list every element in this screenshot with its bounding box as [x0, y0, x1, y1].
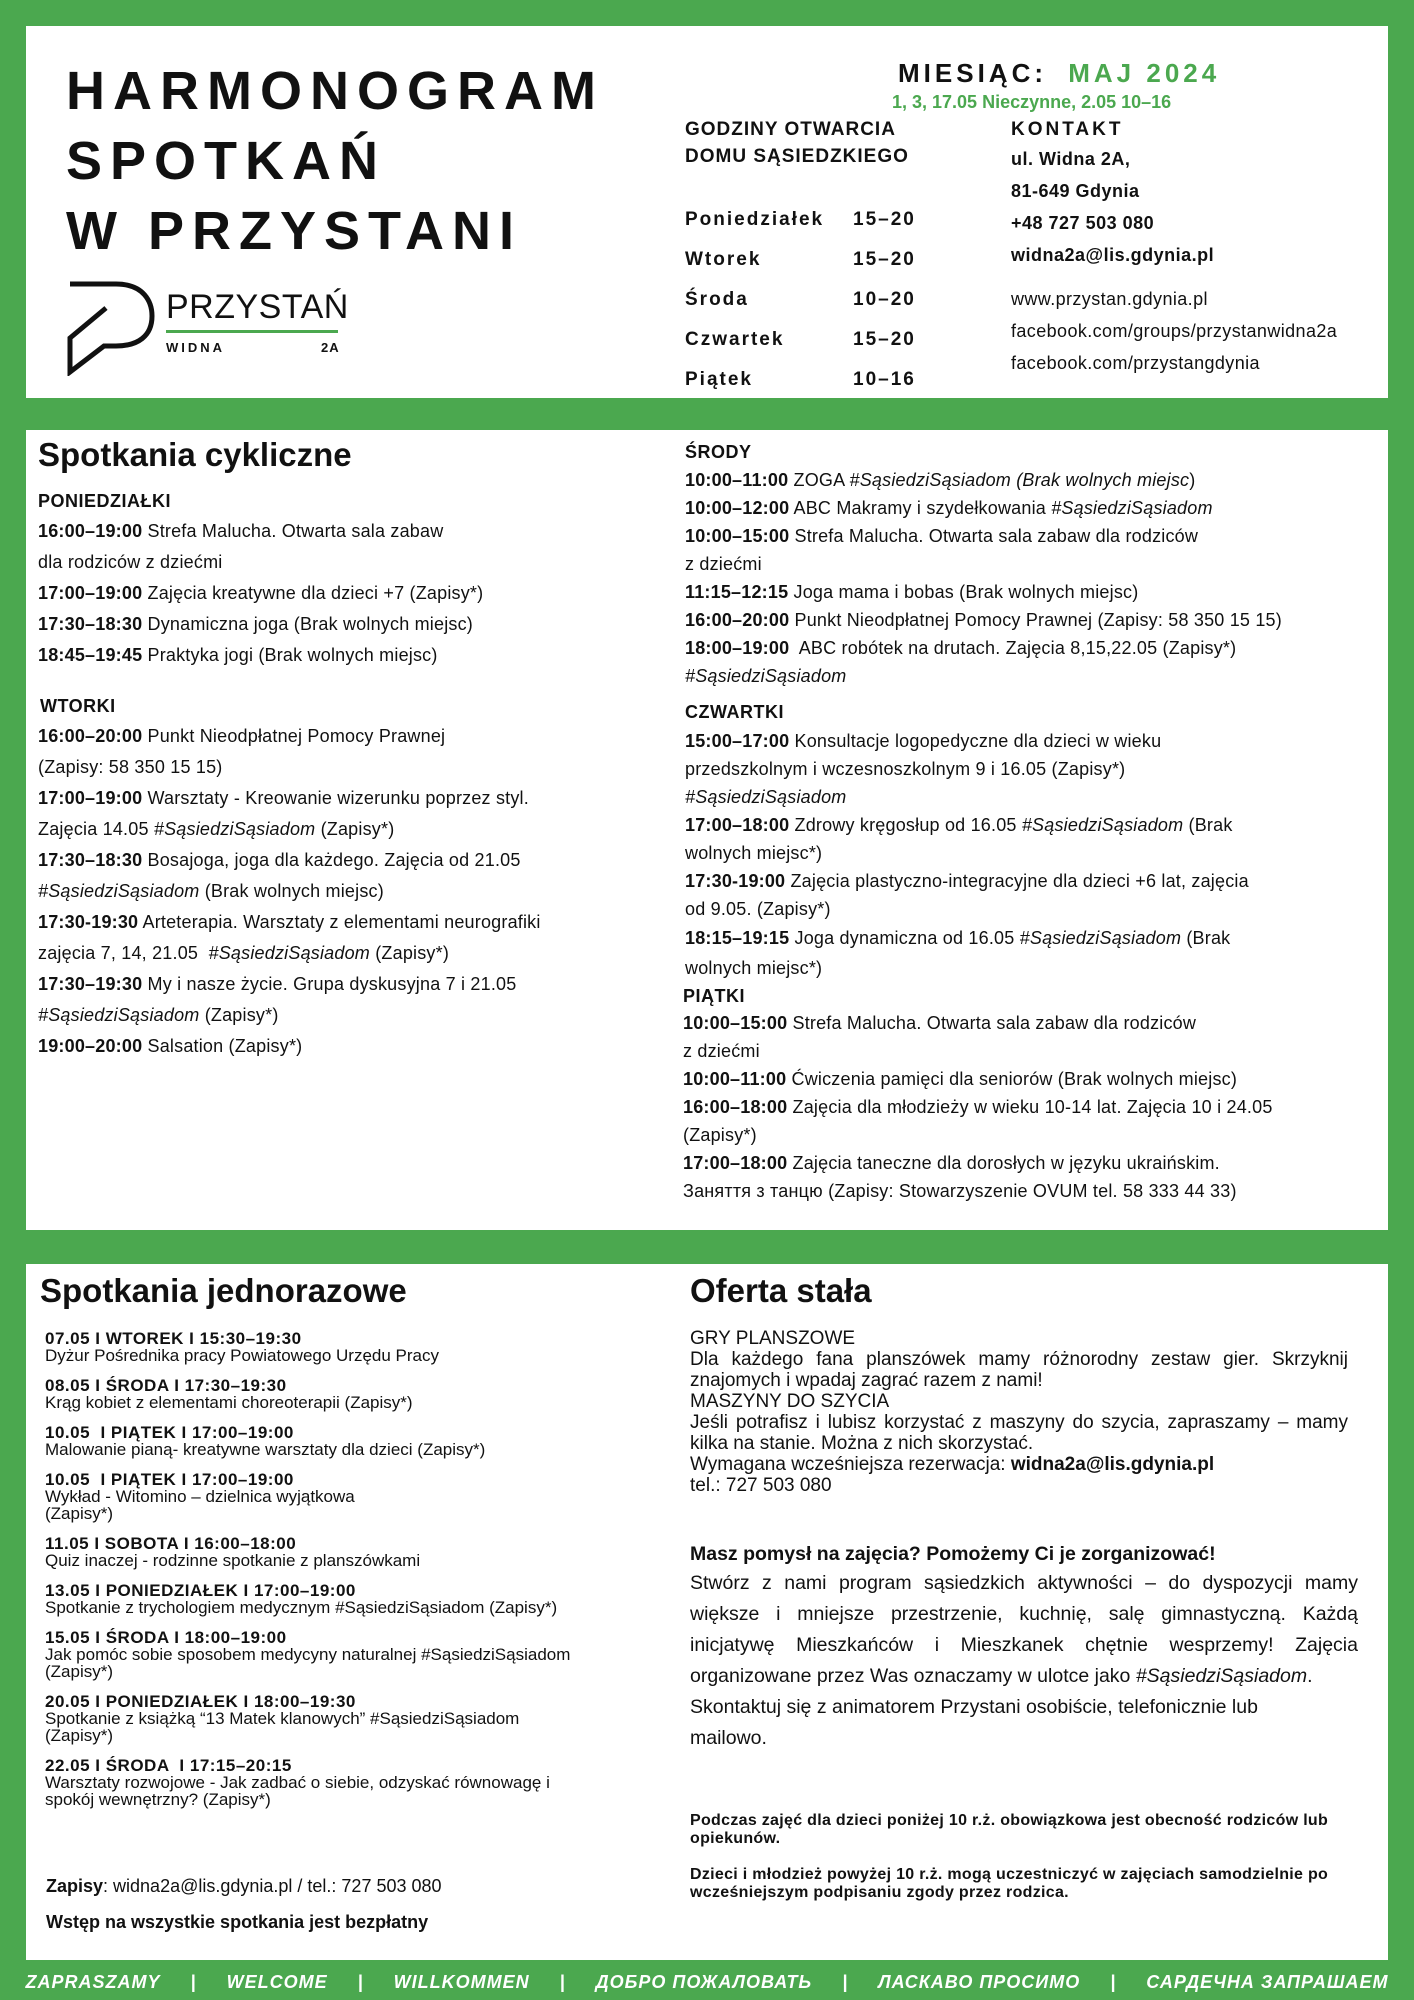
hours-day: Czwartek [685, 329, 785, 350]
contact-email[interactable]: widna2a@lis.gdynia.pl [1011, 245, 1215, 265]
schedule-entry [685, 578, 1385, 606]
schedule-entry [685, 606, 1385, 634]
entry-time: 10:00–15:00 [683, 1013, 788, 1033]
onetime-title-text: Spotkania jednorazowe [40, 1272, 407, 1309]
schedule-entry [38, 1031, 678, 1062]
contact-city: 81-649 Gdynia [1011, 181, 1140, 201]
games-text: Dla każdego fana planszówek mamy różnorodny zestaw gier. Skrzyknij znajomych i wpadaj zagrać razem z nami! [690, 1349, 1348, 1391]
entry-text: zajęcia 7, 14, 21.05 [38, 943, 209, 963]
entry-text: My i nasze życie. Grupa dyskusyjna 7 i 21.05 [142, 974, 517, 994]
entry-text: Bosajoga, joga dla każdego. Zajęcia od 21.05 [142, 850, 521, 870]
entry-text: Zajęcia kreatywne dla dzieci +7 (Zapisy*) [142, 583, 484, 603]
cyclic-title-text: Spotkania cykliczne [38, 436, 352, 473]
reservation-line [690, 1454, 1348, 1475]
onetime-event [45, 1693, 705, 1744]
schedule-entry [685, 522, 1385, 550]
schedule-entry [685, 839, 1385, 867]
cyclic-panel [26, 430, 1388, 1230]
hours-title-1: GODZINY OTWARCIA [685, 119, 896, 140]
website-link[interactable]: www.przystan.gdynia.pl [1011, 289, 1208, 309]
onetime-event [45, 1424, 705, 1458]
idea-text-end: . [1307, 1665, 1313, 1687]
title-line-2: SPOTKAŃ [66, 131, 387, 191]
event-date-time: 20.05 I PONIEDZIAŁEK I 18:00–19:30 [45, 1692, 356, 1711]
schedule-entry [38, 876, 678, 907]
entry-text: Strefa Malucha. Otwarta sala zabaw dla rodziców [787, 1013, 1197, 1033]
entry-text: Punkt Nieodpłatnej Pomocy Prawnej [142, 726, 446, 746]
entry-text: Joga dynamiczna od 16.05 [789, 928, 1020, 948]
entry-text: z dziećmi [685, 554, 762, 574]
wednesday-list [685, 466, 1385, 690]
entry-text-tail: (Zapisy*) [199, 1005, 279, 1025]
entry-text: Zajęcia plastyczno-integracyjne dla dzieci +6 lat, zajęcia [785, 871, 1249, 891]
logo-name: PRZYSTAŃ [166, 288, 349, 326]
welcome-ru: ДОБРО ПОЖАЛОВАТЬ [595, 1971, 813, 1992]
monday-heading: PONIEDZIAŁKI [38, 491, 172, 511]
logo-sub-right: 2A [321, 340, 340, 355]
event-description: Warsztaty rozwojowe - Jak zadbać o siebie, odzyskać równowagę i [45, 1773, 550, 1792]
entry-text: (Zapisy*) [683, 1125, 757, 1145]
schedule-entry [685, 783, 1385, 811]
hours-time: 15–20 [853, 329, 916, 350]
onetime-list [45, 1330, 705, 1821]
entry-time: 18:00–19:00 [685, 638, 790, 658]
schedule-entry [38, 845, 678, 876]
entry-tag: #SąsiedziSąsiadom [153, 819, 316, 839]
entry-text-tail: (Zapisy*) [315, 819, 395, 839]
monday-list [38, 516, 678, 671]
facebook-page-link[interactable]: facebook.com/przystangdynia [1011, 353, 1260, 373]
entry-time: 15:00–17:00 [685, 731, 790, 751]
entry-text: ABC Makramy i szydełkowania [789, 498, 1052, 518]
month-label: MIESIĄC: [898, 58, 1047, 88]
mon-tue-column [38, 486, 678, 1062]
friday-list [683, 1009, 1385, 1205]
entry-text: (Zapisy: 58 350 15 15) [38, 757, 223, 777]
event-description: Dyżur Pośrednika pracy Powiatowego Urzędu Pracy [45, 1346, 440, 1365]
schedule-entry [685, 755, 1385, 783]
entry-time: 16:00–20:00 [685, 610, 790, 630]
event-description: Wykład - Witomino – dzielnica wyjątkowa [45, 1487, 355, 1506]
welcome-be: САРДЕЧНА ЗАПРАШАЕМ [1146, 1971, 1389, 1992]
event-date-time: 22.05 I ŚRODA I 17:15–20:15 [45, 1756, 292, 1775]
reservation-phone[interactable]: tel.: 727 503 080 [690, 1475, 832, 1496]
welcome-uk: ЛАСКАВО ПРОСИМО [878, 1971, 1081, 1992]
schedule-entry [38, 578, 678, 609]
hours-day: Wtorek [685, 249, 762, 270]
entry-time: 11:15–12:15 [685, 582, 789, 602]
event-date-time: 13.05 I PONIEDZIAŁEK I 17:00–19:00 [45, 1581, 356, 1600]
event-description: Jak pomóc sobie sposobem medycyny naturalnej #SąsiedziSąsiadom [45, 1645, 571, 1664]
games-heading: GRY PLANSZOWE [690, 1328, 856, 1349]
event-date-time: 11.05 I SOBOTA I 16:00–18:00 [45, 1534, 297, 1553]
contact-title: KONTAKT [1011, 119, 1124, 140]
entry-time: 10:00–12:00 [685, 498, 790, 518]
free-entry-note: Wstęp na wszystkie spotkania jest bezpłatny [46, 1912, 429, 1932]
entry-text: Konsultacje logopedyczne dla dzieci w wieku [789, 731, 1162, 751]
entry-text: Arteterapia. Warsztaty z elementami neurografiki [138, 912, 541, 932]
page-title [66, 56, 604, 266]
entry-tag: #SąsiedziSąsiadom [1051, 498, 1213, 518]
schedule-entry [38, 516, 678, 547]
entry-text: Dynamiczna joga (Brak wolnych miejsc) [142, 614, 474, 634]
entry-time: 10:00–11:00 [685, 470, 789, 490]
entry-tag: #SąsiedziSąsiadom [685, 666, 847, 686]
entry-tag: #SąsiedziSąsiadom [1021, 815, 1184, 835]
event-date-time: 08.05 I ŚRODA I 17:30–19:30 [45, 1376, 287, 1395]
entry-text: Joga mama i bobas (Brak wolnych miejsc) [788, 582, 1139, 602]
schedule-entry [685, 867, 1385, 895]
entry-text-tail: ) [1189, 470, 1196, 490]
entry-text: Warsztaty - Kreowanie wizerunku poprzez styl. [142, 788, 529, 808]
month-note: 1, 3, 17.05 Nieczynne, 2.05 10–16 [892, 92, 1172, 112]
entry-text: Salsation (Zapisy*) [142, 1036, 303, 1056]
notes-block [690, 1812, 1360, 1902]
schedule-entry [683, 1009, 1385, 1037]
entry-tag: #SąsiedziSąsiadom [38, 1005, 200, 1025]
schedule-entry [685, 811, 1385, 839]
entry-text-tail: (Brak wolnych miejsc) [199, 881, 384, 901]
entry-time: 18:45–19:45 [38, 645, 143, 665]
idea-block [690, 1540, 1358, 1754]
entry-time: 17:30–18:30 [38, 850, 143, 870]
entry-text-tail: (Brak [1183, 815, 1233, 835]
schedule-entry [685, 727, 1385, 755]
schedule-entry [685, 923, 1385, 953]
entry-time: 17:30–19:30 [38, 974, 143, 994]
entry-text: od 9.05. (Zapisy*) [685, 899, 831, 919]
event-date-time: 10.05 I PIĄTEK I 17:00–19:00 [45, 1423, 294, 1442]
contact-block [1011, 116, 1381, 379]
reservation-label: Wymagana wcześniejsza rezerwacja: [690, 1454, 1011, 1475]
onetime-event [45, 1629, 705, 1680]
tuesday-heading: WTORKI [40, 696, 116, 716]
schedule-entry [683, 1149, 1385, 1177]
entry-time: 18:15–19:15 [685, 928, 790, 948]
schedule-entry [685, 550, 1385, 578]
entry-text: Strefa Malucha. Otwarta sala zabaw dla rodziców [789, 526, 1199, 546]
entry-text: ZOGA [788, 470, 850, 490]
event-description: spokój wewnętrzny? (Zapisy*) [45, 1790, 271, 1809]
onetime-event [45, 1330, 705, 1364]
schedule-entry [685, 494, 1385, 522]
month-heading [898, 58, 1220, 89]
entry-text: wolnych miejsc*) [685, 843, 823, 863]
offer-block [690, 1328, 1348, 1496]
reservation-email[interactable]: widna2a@lis.gdynia.pl [1010, 1454, 1215, 1475]
entry-tag: #SąsiedziSąsiadom (Brak wolnych miejsc [849, 470, 1190, 490]
cyclic-title [38, 436, 352, 474]
logo-mark-icon [66, 280, 156, 376]
entry-tag: #SąsiedziSąsiadom [685, 787, 847, 807]
hours-time: 15–20 [853, 249, 916, 270]
entry-time: 16:00–18:00 [683, 1097, 788, 1117]
entry-tag: #SąsiedziSąsiadom [1019, 928, 1182, 948]
schedule-entry [38, 752, 678, 783]
sewing-text: Jeśli potrafisz i lubisz korzystać z maszyny do szycia, zapraszamy – mamy kilka na stanie. Można z nich skorzystać. [690, 1412, 1348, 1454]
idea-heading: Masz pomysł na zajęcia? Pomożemy Ci je zorganizować! [690, 1543, 1216, 1565]
entry-text: wolnych miejsc*) [685, 958, 823, 978]
entry-time: 17:30-19:30 [38, 912, 139, 932]
title-line-3: W PRZYSTANI [66, 201, 522, 261]
entry-text: z dziećmi [683, 1041, 760, 1061]
event-date-time: 15.05 I ŚRODA I 18:00–19:00 [45, 1628, 287, 1647]
title-line-1: HARMONOGRAM [66, 61, 604, 121]
hours-day: Środa [685, 289, 749, 310]
entry-text: Punkt Nieodpłatnej Pomocy Prawnej (Zapisy: 58 350 15 15) [789, 610, 1282, 630]
idea-text-body: Stwórz z nami program sąsiedzkich aktywności – do dyspozycji mamy większe i mniejsze przestrzenie, kuchnię, salę gimnastyczną. Każdą inicjatywę Mieszkańców i Mieszkanek chętnie wesprzemy! Zajęcia organizowane przez Was oznaczamy w ulotce jako [690, 1572, 1358, 1687]
wed-thu-fri-column [685, 438, 1385, 1205]
hours-time: 15–20 [853, 209, 916, 230]
note-youth: Dzieci i młodzież powyżej 10 r.ż. mogą uczestniczyć w zajęciach samodzielnie po wcześniejszym podpisaniu zgody przez rodzica. [690, 1866, 1329, 1901]
entry-time: 10:00–15:00 [685, 526, 790, 546]
thursday-list [685, 727, 1385, 983]
schedule-entry [683, 1121, 1385, 1149]
offer-title [690, 1272, 872, 1310]
entry-time: 17:30–18:30 [38, 614, 143, 634]
event-date-time: 07.05 I WTOREK I 15:30–19:30 [45, 1329, 302, 1348]
hours-day: Piątek [685, 369, 753, 390]
entry-text: Заняття з танцю (Zapisy: Stowarzyszenie OVUM tel. 58 333 44 33) [683, 1181, 1237, 1201]
note-children: Podczas zajęć dla dzieci poniżej 10 r.ż. obowiązkowa jest obecność rodziców lub opiekunów. [690, 1812, 1329, 1847]
entry-text: przedszkolnym i wczesnoszkolnym 9 i 16.05 (Zapisy*) [685, 759, 1126, 779]
hours-title-2: DOMU SĄSIEDZKIEGO [685, 146, 909, 167]
event-description: (Zapisy*) [45, 1504, 114, 1523]
entry-text: Strefa Malucha. Otwarta sala zabaw [142, 521, 444, 541]
schedule-entry [38, 640, 678, 671]
sewing-heading: MASZYNY DO SZYCIA [690, 1391, 890, 1412]
schedule-entry [685, 466, 1385, 494]
month-value: MAJ 2024 [1068, 58, 1221, 88]
schedule-entry [683, 1093, 1385, 1121]
entry-time: 17:00–19:00 [38, 788, 143, 808]
friday-heading: PIĄTKI [683, 986, 746, 1006]
entry-tag: #SąsiedziSąsiadom [208, 943, 371, 963]
schedule-entry [685, 634, 1385, 662]
contact-address: ul. Widna 2A, [1011, 149, 1131, 169]
event-date-time: 10.05 I PIĄTEK I 17:00–19:00 [45, 1470, 294, 1489]
schedule-entry [38, 1000, 678, 1031]
schedule-entry [683, 1065, 1385, 1093]
schedule-entry [38, 547, 678, 578]
idea-text [690, 1568, 1358, 1692]
logo-sub-left: WIDNA [166, 340, 226, 355]
logo-underline [166, 330, 338, 333]
event-description: Spotkanie z książką “13 Matek klanowych” #SąsiedziSąsiadom [45, 1709, 520, 1728]
schedule-entry [38, 609, 678, 640]
entry-time: 19:00–20:00 [38, 1036, 143, 1056]
schedule-entry [683, 1177, 1385, 1205]
entry-time: 17:00–18:00 [683, 1153, 788, 1173]
przystan-logo [66, 280, 356, 376]
event-description: Malowanie pianą- kreatywne warsztaty dla dzieci (Zapisy*) [45, 1440, 486, 1459]
entry-time: 16:00–19:00 [38, 521, 143, 541]
schedule-entry [38, 907, 678, 938]
schedule-entry [685, 895, 1385, 923]
onetime-event [45, 1757, 705, 1808]
schedule-entry [38, 814, 678, 845]
event-description: Quiz inaczej - rodzinne spotkanie z planszówkami [45, 1551, 421, 1570]
schedule-entry [683, 1037, 1385, 1065]
onetime-event [45, 1582, 705, 1616]
zapisy-line [46, 1876, 442, 1897]
schedule-entry [38, 938, 678, 969]
event-description: Krąg kobiet z elementami choreoterapii (Zapisy*) [45, 1393, 413, 1412]
onetime-event [45, 1377, 705, 1411]
entry-text-tail: (Zapisy*) [370, 943, 450, 963]
onetime-event [45, 1535, 705, 1569]
thursday-heading: CZWARTKI [685, 702, 784, 722]
entry-text: Zajęcia 14.05 [38, 819, 154, 839]
facebook-group-link[interactable]: facebook.com/groups/przystanwidna2a [1011, 321, 1338, 341]
welcome-de: WILLKOMMEN [393, 1971, 530, 1992]
entry-time: 16:00–20:00 [38, 726, 143, 746]
zapisy-label: Zapisy [46, 1876, 104, 1896]
opening-hours [685, 116, 945, 390]
event-description: (Zapisy*) [45, 1726, 114, 1745]
welcome-en: WELCOME [226, 1971, 328, 1992]
contact-phone[interactable]: +48 727 503 080 [1011, 213, 1155, 233]
idea-tag: #SąsiedziSąsiadom [1135, 1665, 1308, 1687]
event-description: (Zapisy*) [45, 1662, 114, 1681]
entry-text: ABC robótek na drutach. Zajęcia 8,15,22.05 (Zapisy*) [789, 638, 1237, 658]
entry-time: 17:00–19:00 [38, 583, 143, 603]
header-panel [26, 26, 1388, 398]
entry-text: dla rodziców z dziećmi [38, 552, 223, 572]
tuesday-list [38, 721, 678, 1062]
entry-tag: #SąsiedziSąsiadom [38, 881, 200, 901]
schedule-entry [38, 783, 678, 814]
footer-welcome-bar: ZAPRASZAMY | WELCOME | WILLKOMMEN | ДОБРО ПОЖАЛОВАТЬ | ЛАСКАВО ПРОСИМО | САРДЕЧНА ЗАПРАШАЕМ [0, 1964, 1414, 2000]
entry-time: 17:30-19:00 [685, 871, 786, 891]
entry-text: Zajęcia dla młodzieży w wieku 10-14 lat. Zajęcia 10 i 24.05 [787, 1097, 1273, 1117]
idea-contact-text: Skontaktuj się z animatorem Przystani osobiście, telefonicznie lub mailowo. [690, 1696, 1258, 1749]
entry-text: Ćwiczenia pamięci dla seniorów (Brak wolnych miejsc) [786, 1069, 1238, 1089]
entry-text: Praktyka jogi (Brak wolnych miejsc) [142, 645, 438, 665]
bottom-panel [26, 1264, 1388, 1960]
entry-text: Zdrowy kręgosłup od 16.05 [789, 815, 1022, 835]
schedule-entry [685, 662, 1385, 690]
entry-time: 17:00–18:00 [685, 815, 790, 835]
offer-title-text: Oferta stała [690, 1272, 872, 1309]
entry-text: Zajęcia taneczne dla dorosłych w języku ukraińskim. [787, 1153, 1220, 1173]
schedule-entry [38, 721, 678, 752]
schedule-entry [685, 953, 1385, 983]
hours-time: 10–20 [853, 289, 916, 310]
wednesday-heading: ŚRODY [685, 442, 752, 462]
entry-text-tail: (Brak [1181, 928, 1231, 948]
entry-time: 10:00–11:00 [683, 1069, 787, 1089]
event-description: Spotkanie z trychologiem medycznym #SąsiedziSąsiadom (Zapisy*) [45, 1598, 558, 1617]
welcome-pl: ZAPRASZAMY [25, 1971, 161, 1992]
onetime-title [40, 1272, 407, 1310]
onetime-event [45, 1471, 705, 1522]
zapisy-text: : widna2a@lis.gdynia.pl / tel.: 727 503 080 [103, 1876, 442, 1896]
hours-time: 10–16 [853, 369, 916, 390]
schedule-entry [38, 969, 678, 1000]
hours-day: Poniedziałek [685, 209, 825, 230]
